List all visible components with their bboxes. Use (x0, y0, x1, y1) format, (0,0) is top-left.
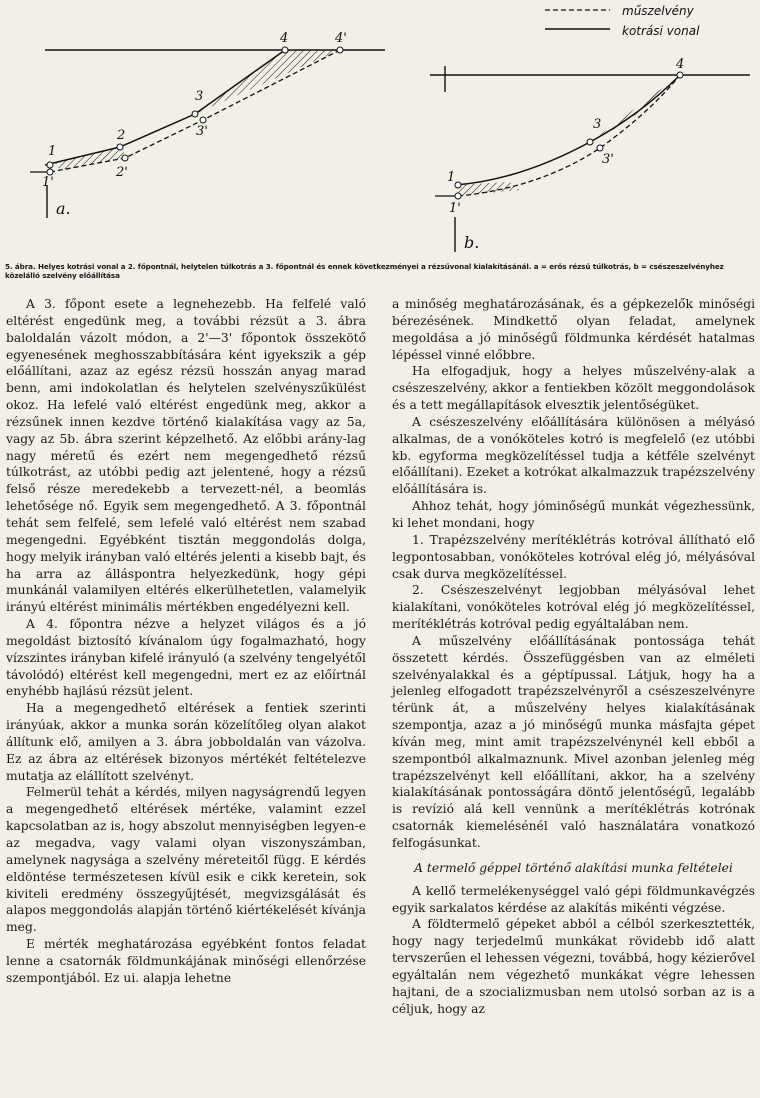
label-b-4: 4 (676, 57, 685, 72)
diagram-a (30, 31, 385, 218)
label-a-3: 3 (195, 89, 204, 104)
paragraph: E mérték meghatározása egyébként fontos feladat lenne a csatornák földmunkájának minőségi ellenőrzése szempontjából. Ez ui. alapja lehetne (6, 937, 366, 985)
legend-solid-label: kotrási vonal (622, 24, 700, 38)
paragraph: 1. Trapézszelvény merítéklétrás kotróval állítható elő legpontosabban, vonóköteles kotróval elég jó, mélyásóval csak durva megközelítéssel. (392, 532, 755, 581)
paragraph: A műszelvény előállításának pontossága tehát összetett kérdés. Összefüggésben van az elméleti szelvényalakkal és a géptípussal. Látjuk, hogy ha a jelenleg elfogadott trapézszelvényről a csészeszelvényre térünk át, a műszelvény helyes kialakításának szempontja, azaz a jó minőségű munka másfajta gépet kíván meg, mint amit trapézszelvénynél kell ebből a szempontból alkalmaznunk. Mivel azonban jelenleg még trapézszelvényt kell előállítani, akkor, ha a szelvény kialakításának pontosságára döntő jelentőségű, legalább is revízió alá kell vennünk a merítéklétrás kotrónak csatornák kiemelésénél való használatára vonatkozó felfogásunkat. (392, 633, 755, 850)
paragraph: Felmerül tehát a kérdés, milyen nagyságrendű legyen a megengedhető eltérések mértéke, valamint ezzel kapcsolatban az is, hogy abszolut mennyiségben legyen-e az megadva, vagy valami olyan viszonyszámban, amelynek nagysága a szelvény méreteitől függ. E kérdés eldöntése természetesen kívül esik e cikk keretein, sok kiviteli eredmény összegyűjtését, megvizsgálását és alapos meggondolás alapján történő kiértékelését kívánja meg. (6, 785, 366, 935)
paragraph: Ha a megengedhető eltérések a fentiek szerinti irányúak, akkor a munka során közelítőleg olyan alakot állítunk elő, amilyen a 3. ábra jobboldalán van vázolva. Ez az ábra az eltérések bizonyos mértékét feltételezve mutatja az elállított szelvényt. (6, 701, 366, 783)
label-a-1: 1 (48, 144, 57, 159)
label-a-3p: 3' (196, 124, 208, 139)
label-b-1: 1 (447, 170, 456, 185)
kotrasi-vonal-b (455, 75, 680, 185)
paragraph: A 3. főpont esete a legnehezebb. Ha felfelé való eltérést engedünk meg, a további rézsüt a 3. ábra baloldalán vázolt módon, a 2'—3' főpontok összekötő egyenesének meghosszabbítására ként igyekszik a gép előállítani, azaz az egész rézsü hosszán anyag marad benn, ami indokolatlan és helytelen szelvényszűkülést okoz. Ha lefelé való eltérést engedünk meg, akkor a rézsűnek innen kezdve történő kialakítása vagy az 5a, vagy az 5b. ábra szerint képzelhető. Az előbbi arány-lag nagy méretű és ezért nem megengedhető rézsű túlkotrást, az utóbbi pedig azt jelentené, hogy a rézsű felső része meredekebb a tervezett-nél, a beomlás lehetősége nő. Egyik sem megengedhető. A 3. főpontnál tehát sem felfelé, sem lefelé való eltérést nem szabad megengedni. Egyébként tisztán meggondolás dolga, hogy melyik irányban való eltérés jelenti a kisebb bajt, és ha arra az álláspontra helyezkedünk, hogy gépi munkánál valamilyen eltérés elkerülhetetlen, valamelyik irányú eltérést minimális mértékben engedélyezni kell. (6, 297, 366, 615)
label-b-3: 3 (593, 117, 602, 132)
label-a-2p: 2' (116, 165, 128, 180)
right-column (392, 296, 755, 1017)
paragraph: A 4. főpontra nézve a helyzet világos és a jó megoldást biztosító kívánalom úgy fogalmazható, hogy vízszintes irányban kifelé irányuló (a szelvény tengelyétől távolódó) eltérést kell megengedni, mert ez az előírtnál enyhébb hajlású rézsüt jelent. (6, 617, 366, 699)
label-a-4p: 4' (335, 31, 347, 46)
figure-legend (545, 4, 700, 38)
figure-5 (0, 0, 760, 262)
paragraph: a minőség meghatározásának, és a gépkezelők minőségi bérezésének. Mindkettő olyan feladat, amelynek megoldása a jó minőségű földmunka kérdését hatalmas lépéssel vinné előbbre. (392, 297, 755, 362)
label-a-2: 2 (117, 128, 126, 143)
right-paragraphs-before (392, 296, 755, 852)
label-b-1p: 1' (449, 201, 461, 216)
paragraph: A csészeszelvény előállítására különösen a mélyásó alkalmas, de a vonóköteles kotró is megfelelő (ez utóbbi kb. egyforma megközelítéssel tudja a kétféle szelvényt előállítani). Ezeket a kotrókat alkalmazzuk trapézszelvény előállítására is. (392, 414, 755, 497)
paragraph: A kellő termelékenységgel való gépi földmunkavégzés egyik sarkalatos kérdése az alakítás mikénti végzése. (392, 883, 755, 915)
paragraph: Ha elfogadjuk, hogy a helyes műszelvény-alak a csészeszelvény, akkor a fentiekben közölt meggondolások és a tett megállapítások elvesztik jelentőségüket. (392, 364, 755, 413)
hatch-area-b-upper (590, 75, 680, 142)
paragraph: A földtermelő gépeket abból a célból szerkesztették, hogy nagy terjedelmű munkákat rövidebb idő alatt tervszerűen el lehessen végezni, továbbá, hogy kézierővel egyáltalán nem végezhető munkákat végre lehessen hajtani, de a szocializmusban nem utolsó sorban az is a céljuk, hogy az (392, 917, 755, 1016)
right-paragraphs-after (392, 883, 755, 1018)
kotrasi-vonal-a (45, 50, 285, 165)
section-heading: A termelő géppel történő alakítási munka feltételei (414, 860, 733, 875)
left-column (6, 296, 366, 987)
figure-diagram (0, 0, 760, 262)
diagram-b-letter: b. (464, 233, 480, 252)
muszelveny-b (458, 75, 680, 196)
label-b-3p: 3' (602, 152, 614, 167)
paragraph: 2. Csészeszelvényt legjobban mélyásóval lehet kialakítani, vonóköteles kotróval elég jó megközelítéssel, merítéklétrás kotróval pedig egyáltalában nem. (392, 583, 755, 632)
legend-dashed-label: műszelvény (622, 4, 694, 18)
hatch-area-a-upper (195, 50, 340, 114)
diagram-b (430, 57, 750, 252)
label-a-1p: 1' (42, 175, 54, 190)
paragraph: Ahhoz tehát, hogy jóminőségű munkát végezhessünk, ki lehet mondani, hogy (392, 499, 755, 530)
figure-caption: 5. ábra. Helyes kotrási vonal a 2. főpontnál, helytelen túlkotrás a 3. főpontnál és ennek következményei a rézsűvonal kialakításánál. a = erős rézsű túlkotrás, b = csészeszelvényhez közelálló szelvény előállítása (5, 262, 724, 280)
diagram-a-letter: a. (56, 199, 71, 218)
label-a-4: 4 (280, 31, 289, 46)
